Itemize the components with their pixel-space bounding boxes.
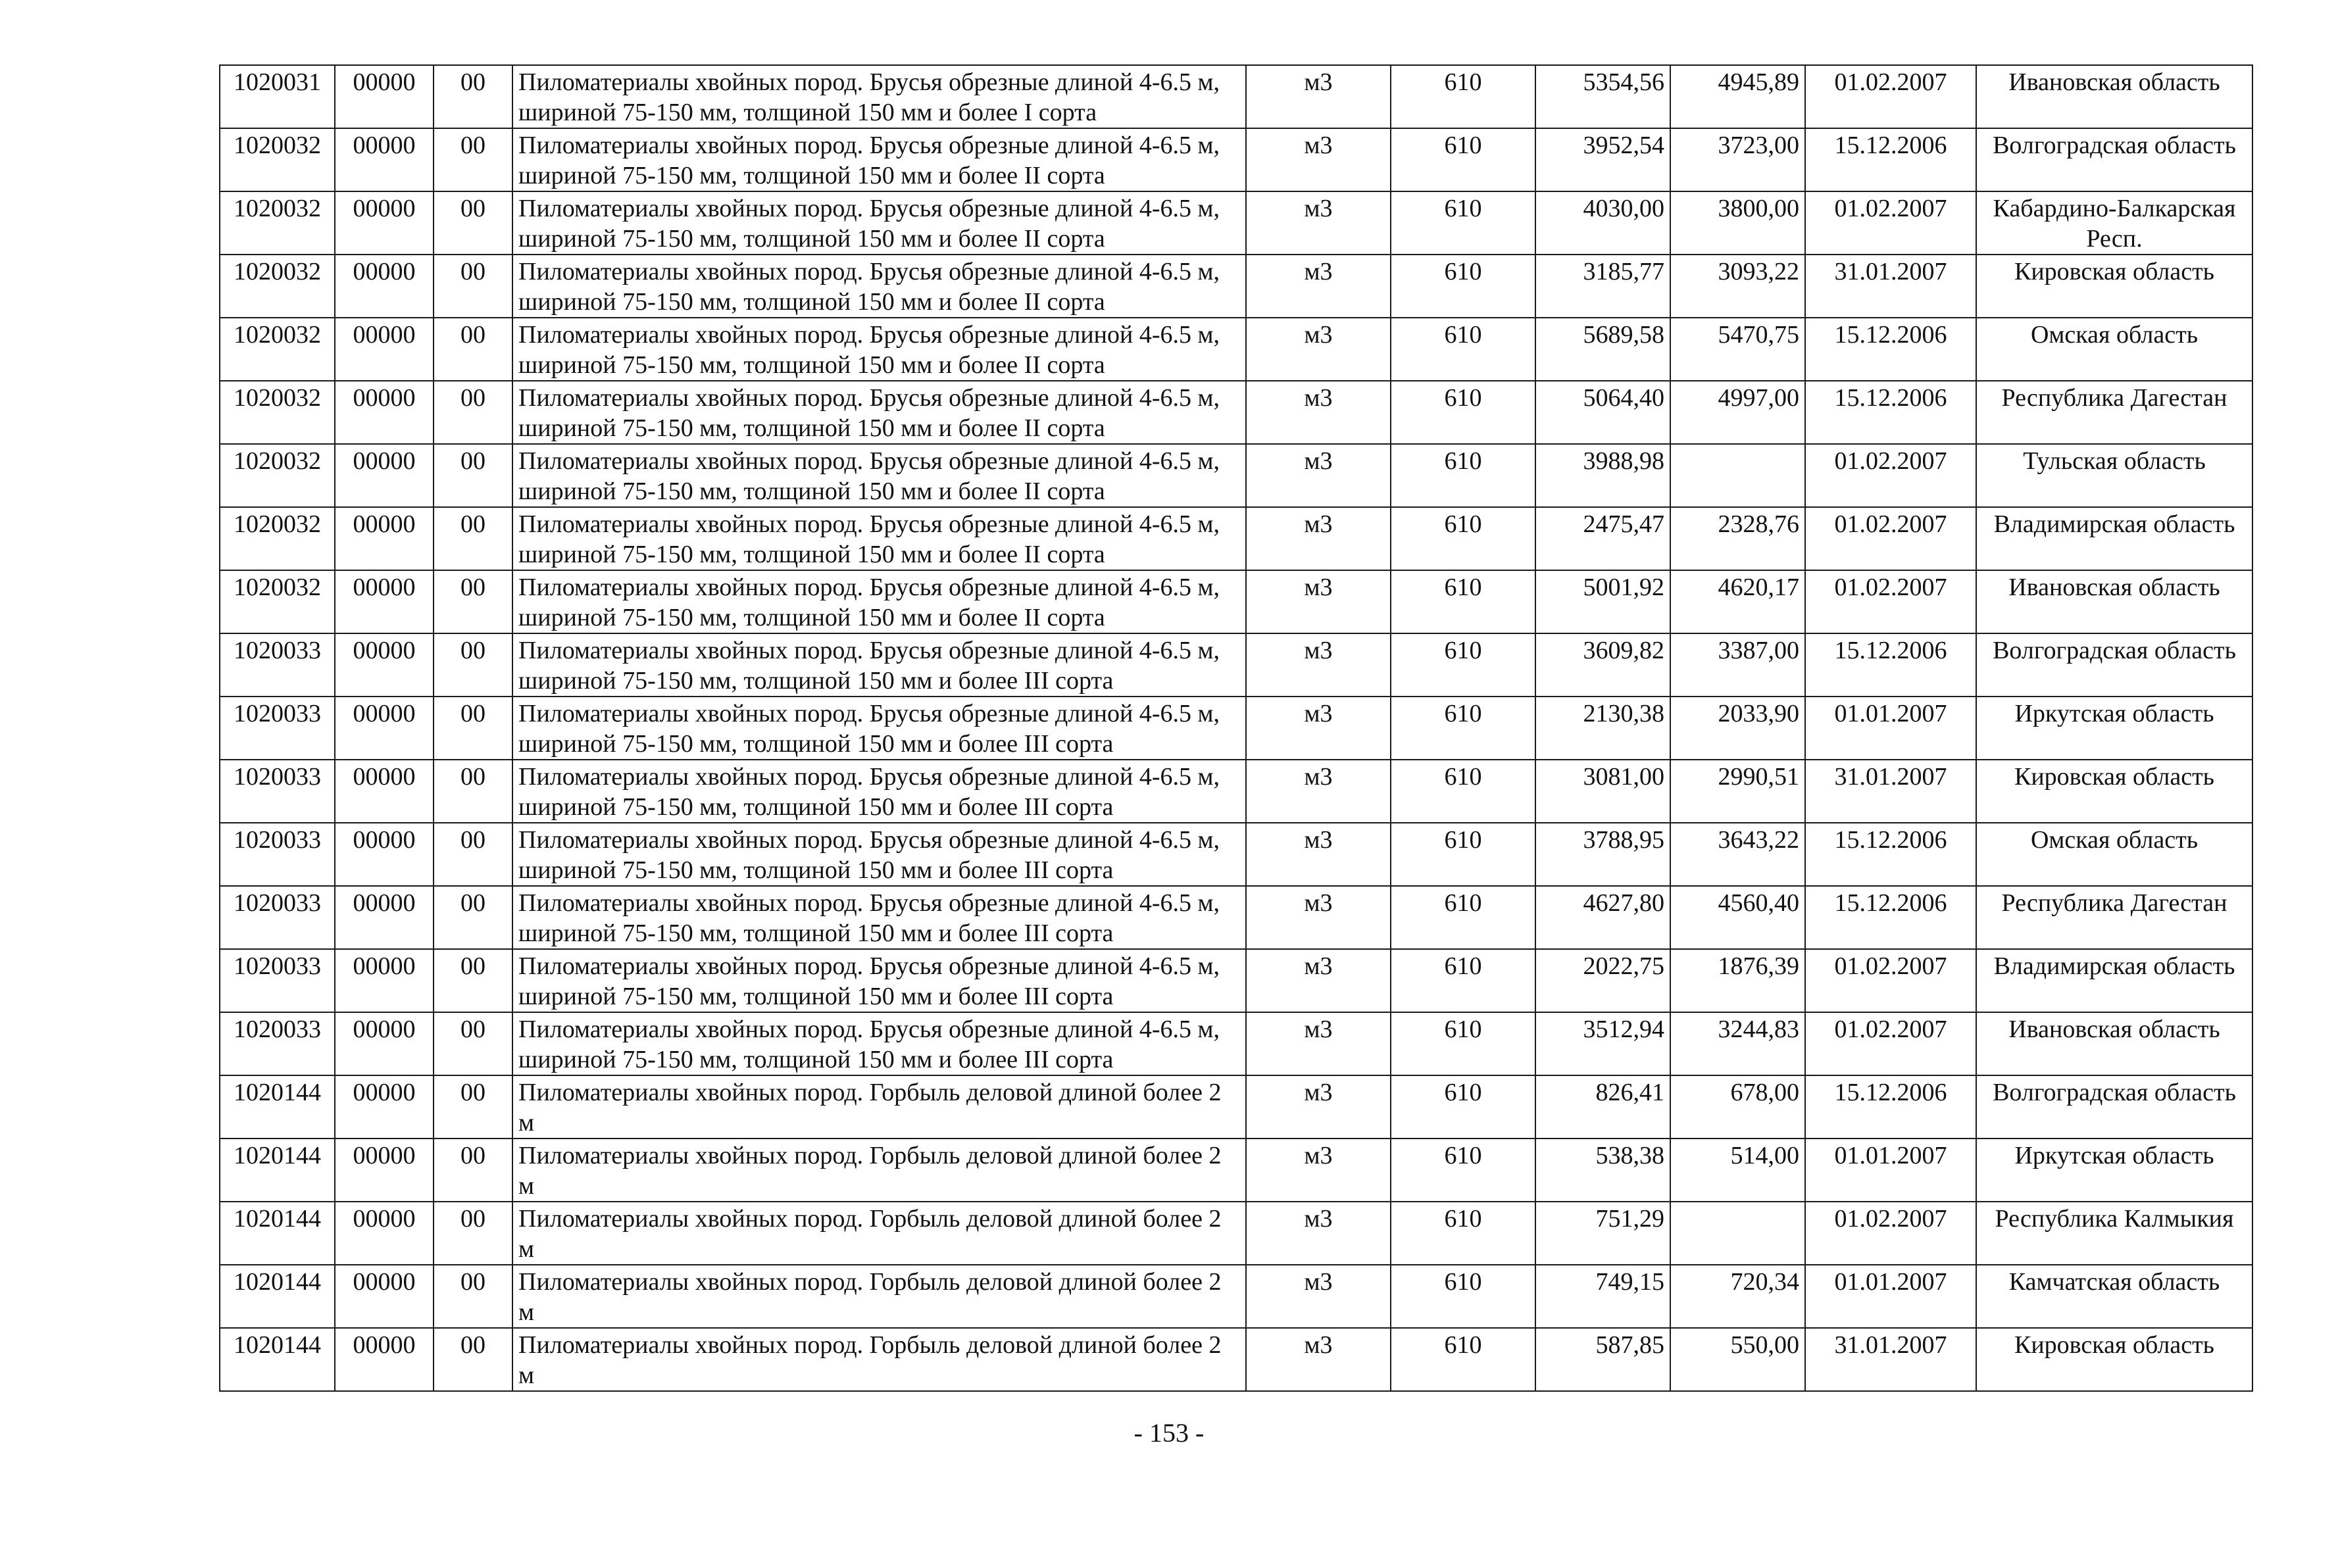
cell-price1: 5689,58 [1535, 318, 1670, 381]
table-row [220, 886, 2252, 949]
cell-code3: 00 [434, 1075, 512, 1139]
cell-code3: 00 [434, 381, 512, 444]
cell-unit: м3 [1246, 1265, 1391, 1328]
cell-price1: 5354,56 [1535, 65, 1670, 128]
cell-region: Республика Калмыкия [1976, 1202, 2252, 1265]
cell-desc: Пиломатериалы хвойных пород. Брусья обрезные длиной 4-6.5 м, шириной 75-150 мм, толщиной 150 мм и более II сорта [512, 191, 1246, 255]
cell-price2: 514,00 [1670, 1139, 1805, 1202]
cell-desc: Пиломатериалы хвойных пород. Брусья обрезные длиной 4-6.5 м, шириной 75-150 мм, толщиной 150 мм и более II сорта [512, 318, 1246, 381]
table-row [220, 507, 2252, 570]
page-number: - 153 - [1133, 1418, 1205, 1448]
cell-code1: 1020033 [220, 886, 335, 949]
cell-code2: 00000 [335, 1202, 434, 1265]
cell-unit: м3 [1246, 823, 1391, 886]
cell-okei: 610 [1391, 128, 1535, 191]
cell-price1: 3788,95 [1535, 823, 1670, 886]
cell-okei: 610 [1391, 255, 1535, 318]
cell-desc: Пиломатериалы хвойных пород. Брусья обрезные длиной 4-6.5 м, шириной 75-150 мм, толщиной 150 мм и более III сорта [512, 886, 1246, 949]
cell-region: Ивановская область [1976, 65, 2252, 128]
cell-code1: 1020033 [220, 1012, 335, 1075]
cell-price2: 3723,00 [1670, 128, 1805, 191]
cell-price1: 826,41 [1535, 1075, 1670, 1139]
cell-desc: Пиломатериалы хвойных пород. Горбыль деловой длиной более 2 м [512, 1265, 1246, 1328]
cell-unit: м3 [1246, 697, 1391, 760]
cell-code3: 00 [434, 128, 512, 191]
cell-region: Иркутская область [1976, 1139, 2252, 1202]
cell-okei: 610 [1391, 1202, 1535, 1265]
cell-region: Кировская область [1976, 255, 2252, 318]
cell-price2: 2033,90 [1670, 697, 1805, 760]
cell-okei: 610 [1391, 823, 1535, 886]
cell-region: Владимирская область [1976, 507, 2252, 570]
cell-desc: Пиломатериалы хвойных пород. Горбыль деловой длиной более 2 м [512, 1328, 1246, 1391]
table-row [220, 570, 2252, 633]
cell-date: 01.01.2007 [1805, 1139, 1976, 1202]
cell-code3: 00 [434, 507, 512, 570]
cell-date: 01.02.2007 [1805, 444, 1976, 507]
cell-code2: 00000 [335, 128, 434, 191]
cell-region: Омская область [1976, 823, 2252, 886]
cell-code3: 00 [434, 570, 512, 633]
cell-desc: Пиломатериалы хвойных пород. Брусья обрезные длиной 4-6.5 м, шириной 75-150 мм, толщиной 150 мм и более III сорта [512, 697, 1246, 760]
cell-code2: 00000 [335, 570, 434, 633]
cell-code3: 00 [434, 823, 512, 886]
cell-region: Волгоградская область [1976, 633, 2252, 697]
table-row [220, 1202, 2252, 1265]
table-row [220, 318, 2252, 381]
cell-unit: м3 [1246, 1328, 1391, 1391]
cell-code2: 00000 [335, 444, 434, 507]
cell-unit: м3 [1246, 65, 1391, 128]
table-row [220, 949, 2252, 1012]
table-row [220, 381, 2252, 444]
cell-region: Кировская область [1976, 760, 2252, 823]
cell-desc: Пиломатериалы хвойных пород. Брусья обрезные длиной 4-6.5 м, шириной 75-150 мм, толщиной 150 мм и более I сорта [512, 65, 1246, 128]
cell-price1: 3952,54 [1535, 128, 1670, 191]
cell-code1: 1020033 [220, 760, 335, 823]
cell-price1: 3988,98 [1535, 444, 1670, 507]
cell-region: Волгоградская область [1976, 128, 2252, 191]
cell-desc: Пиломатериалы хвойных пород. Брусья обрезные длиной 4-6.5 м, шириной 75-150 мм, толщиной 150 мм и более II сорта [512, 444, 1246, 507]
cell-unit: м3 [1246, 128, 1391, 191]
cell-date: 31.01.2007 [1805, 1328, 1976, 1391]
cell-price1: 3609,82 [1535, 633, 1670, 697]
cell-price1: 3185,77 [1535, 255, 1670, 318]
table-body [220, 65, 2252, 1391]
cell-price1: 5001,92 [1535, 570, 1670, 633]
cell-code1: 1020031 [220, 65, 335, 128]
cell-code1: 1020144 [220, 1202, 335, 1265]
cell-code2: 00000 [335, 1139, 434, 1202]
cell-code3: 00 [434, 886, 512, 949]
table-row [220, 633, 2252, 697]
cell-unit: м3 [1246, 1012, 1391, 1075]
cell-date: 01.02.2007 [1805, 949, 1976, 1012]
cell-unit: м3 [1246, 1075, 1391, 1139]
cell-region: Ивановская область [1976, 1012, 2252, 1075]
cell-code1: 1020032 [220, 128, 335, 191]
cell-code3: 00 [434, 697, 512, 760]
table-row [220, 823, 2252, 886]
cell-region: Тульская область [1976, 444, 2252, 507]
cell-region: Иркутская область [1976, 697, 2252, 760]
cell-price2: 3093,22 [1670, 255, 1805, 318]
table-row [220, 1075, 2252, 1139]
cell-price2: 720,34 [1670, 1265, 1805, 1328]
cell-code3: 00 [434, 760, 512, 823]
cell-okei: 610 [1391, 1075, 1535, 1139]
cell-desc: Пиломатериалы хвойных пород. Брусья обрезные длиной 4-6.5 м, шириной 75-150 мм, толщиной 150 мм и более II сорта [512, 507, 1246, 570]
cell-price2: 4945,89 [1670, 65, 1805, 128]
cell-date: 15.12.2006 [1805, 1075, 1976, 1139]
cell-date: 31.01.2007 [1805, 255, 1976, 318]
cell-date: 15.12.2006 [1805, 128, 1976, 191]
cell-price2: 3387,00 [1670, 633, 1805, 697]
cell-okei: 610 [1391, 318, 1535, 381]
cell-price2: 1876,39 [1670, 949, 1805, 1012]
table-row [220, 697, 2252, 760]
cell-code2: 00000 [335, 633, 434, 697]
cell-code2: 00000 [335, 255, 434, 318]
cell-okei: 610 [1391, 633, 1535, 697]
table-row [220, 444, 2252, 507]
table-row [220, 1328, 2252, 1391]
cell-region: Республика Дагестан [1976, 381, 2252, 444]
cell-desc: Пиломатериалы хвойных пород. Брусья обрезные длиной 4-6.5 м, шириной 75-150 мм, толщиной 150 мм и более II сорта [512, 381, 1246, 444]
cell-code1: 1020144 [220, 1328, 335, 1391]
cell-region: Кабардино-Балкарская Респ. [1976, 191, 2252, 255]
cell-code1: 1020032 [220, 570, 335, 633]
cell-code2: 00000 [335, 507, 434, 570]
cell-okei: 610 [1391, 381, 1535, 444]
cell-code3: 00 [434, 1202, 512, 1265]
cell-code3: 00 [434, 444, 512, 507]
cell-price1: 4030,00 [1535, 191, 1670, 255]
cell-region: Волгоградская область [1976, 1075, 2252, 1139]
cell-okei: 610 [1391, 1139, 1535, 1202]
cell-unit: м3 [1246, 570, 1391, 633]
cell-code3: 00 [434, 191, 512, 255]
cell-code1: 1020033 [220, 633, 335, 697]
cell-code2: 00000 [335, 949, 434, 1012]
cell-date: 01.02.2007 [1805, 191, 1976, 255]
cell-date: 01.01.2007 [1805, 1265, 1976, 1328]
cell-code1: 1020033 [220, 697, 335, 760]
cell-region: Кировская область [1976, 1328, 2252, 1391]
cell-price1: 751,29 [1535, 1202, 1670, 1265]
cell-code3: 00 [434, 1328, 512, 1391]
cell-price1: 2022,75 [1535, 949, 1670, 1012]
cell-date: 01.02.2007 [1805, 1202, 1976, 1265]
cell-unit: м3 [1246, 318, 1391, 381]
cell-code1: 1020032 [220, 507, 335, 570]
cell-code3: 00 [434, 65, 512, 128]
cell-price1: 749,15 [1535, 1265, 1670, 1328]
cell-code1: 1020032 [220, 381, 335, 444]
cell-price2: 4997,00 [1670, 381, 1805, 444]
cell-code1: 1020144 [220, 1075, 335, 1139]
cell-price1: 587,85 [1535, 1328, 1670, 1391]
cell-code1: 1020032 [220, 255, 335, 318]
cell-date: 31.01.2007 [1805, 760, 1976, 823]
cell-price2: 678,00 [1670, 1075, 1805, 1139]
cell-code3: 00 [434, 1139, 512, 1202]
cell-region: Владимирская область [1976, 949, 2252, 1012]
cell-code2: 00000 [335, 1012, 434, 1075]
cell-okei: 610 [1391, 570, 1535, 633]
cell-date: 01.02.2007 [1805, 570, 1976, 633]
cell-date: 01.02.2007 [1805, 507, 1976, 570]
cell-code2: 00000 [335, 886, 434, 949]
cell-desc: Пиломатериалы хвойных пород. Горбыль деловой длиной более 2 м [512, 1202, 1246, 1265]
cell-code1: 1020032 [220, 191, 335, 255]
cell-desc: Пиломатериалы хвойных пород. Брусья обрезные длиной 4-6.5 м, шириной 75-150 мм, толщиной 150 мм и более II сорта [512, 570, 1246, 633]
cell-unit: м3 [1246, 949, 1391, 1012]
table-row [220, 191, 2252, 255]
cell-unit: м3 [1246, 886, 1391, 949]
cell-price2: 4620,17 [1670, 570, 1805, 633]
cell-okei: 610 [1391, 191, 1535, 255]
cell-desc: Пиломатериалы хвойных пород. Брусья обрезные длиной 4-6.5 м, шириной 75-150 мм, толщиной 150 мм и более III сорта [512, 949, 1246, 1012]
cell-code2: 00000 [335, 1328, 434, 1391]
table-row [220, 65, 2252, 128]
cell-price1: 538,38 [1535, 1139, 1670, 1202]
cell-unit: м3 [1246, 381, 1391, 444]
cell-date: 15.12.2006 [1805, 886, 1976, 949]
cell-price1: 5064,40 [1535, 381, 1670, 444]
cell-unit: м3 [1246, 1139, 1391, 1202]
cell-code3: 00 [434, 1265, 512, 1328]
cell-code3: 00 [434, 949, 512, 1012]
cell-okei: 610 [1391, 444, 1535, 507]
table-row [220, 1265, 2252, 1328]
cell-desc: Пиломатериалы хвойных пород. Горбыль деловой длиной более 2 м [512, 1075, 1246, 1139]
cell-region: Республика Дагестан [1976, 886, 2252, 949]
cell-code1: 1020032 [220, 318, 335, 381]
table-row [220, 1012, 2252, 1075]
cell-code1: 1020033 [220, 823, 335, 886]
cell-date: 01.02.2007 [1805, 1012, 1976, 1075]
cell-code1: 1020144 [220, 1265, 335, 1328]
cell-unit: м3 [1246, 1202, 1391, 1265]
table-row [220, 760, 2252, 823]
cell-desc: Пиломатериалы хвойных пород. Горбыль деловой длиной более 2 м [512, 1139, 1246, 1202]
cell-code2: 00000 [335, 760, 434, 823]
cell-price1: 2475,47 [1535, 507, 1670, 570]
cell-price1: 2130,38 [1535, 697, 1670, 760]
cell-price2 [1670, 444, 1805, 507]
table-row [220, 1139, 2252, 1202]
cell-unit: м3 [1246, 633, 1391, 697]
cell-price2: 2990,51 [1670, 760, 1805, 823]
cell-date: 15.12.2006 [1805, 381, 1976, 444]
cell-code2: 00000 [335, 381, 434, 444]
cell-desc: Пиломатериалы хвойных пород. Брусья обрезные длиной 4-6.5 м, шириной 75-150 мм, толщиной 150 мм и более II сорта [512, 128, 1246, 191]
table-row [220, 255, 2252, 318]
cell-okei: 610 [1391, 697, 1535, 760]
cell-date: 15.12.2006 [1805, 633, 1976, 697]
cell-price2: 4560,40 [1670, 886, 1805, 949]
cell-desc: Пиломатериалы хвойных пород. Брусья обрезные длиной 4-6.5 м, шириной 75-150 мм, толщиной 150 мм и более III сорта [512, 1012, 1246, 1075]
cell-code1: 1020032 [220, 444, 335, 507]
cell-okei: 610 [1391, 507, 1535, 570]
cell-unit: м3 [1246, 444, 1391, 507]
cell-desc: Пиломатериалы хвойных пород. Брусья обрезные длиной 4-6.5 м, шириной 75-150 мм, толщиной 150 мм и более II сорта [512, 255, 1246, 318]
cell-unit: м3 [1246, 255, 1391, 318]
cell-unit: м3 [1246, 760, 1391, 823]
cell-unit: м3 [1246, 507, 1391, 570]
cell-price1: 3512,94 [1535, 1012, 1670, 1075]
cell-code2: 00000 [335, 823, 434, 886]
cell-region: Омская область [1976, 318, 2252, 381]
cell-code2: 00000 [335, 1265, 434, 1328]
cell-okei: 610 [1391, 1265, 1535, 1328]
cell-price2: 550,00 [1670, 1328, 1805, 1391]
cell-date: 15.12.2006 [1805, 823, 1976, 886]
cell-okei: 610 [1391, 886, 1535, 949]
cell-price1: 3081,00 [1535, 760, 1670, 823]
cell-region: Ивановская область [1976, 570, 2252, 633]
cell-price2: 3643,22 [1670, 823, 1805, 886]
cell-code2: 00000 [335, 318, 434, 381]
cell-desc: Пиломатериалы хвойных пород. Брусья обрезные длиной 4-6.5 м, шириной 75-150 мм, толщиной 150 мм и более III сорта [512, 760, 1246, 823]
cell-date: 01.02.2007 [1805, 65, 1976, 128]
cell-price2: 2328,76 [1670, 507, 1805, 570]
cell-code3: 00 [434, 1012, 512, 1075]
cell-okei: 610 [1391, 1012, 1535, 1075]
cell-price2 [1670, 1202, 1805, 1265]
cell-okei: 610 [1391, 949, 1535, 1012]
cell-code1: 1020144 [220, 1139, 335, 1202]
cell-date: 01.01.2007 [1805, 697, 1976, 760]
price-table [219, 64, 2253, 1392]
cell-price2: 3800,00 [1670, 191, 1805, 255]
cell-desc: Пиломатериалы хвойных пород. Брусья обрезные длиной 4-6.5 м, шириной 75-150 мм, толщиной 150 мм и более III сорта [512, 823, 1246, 886]
cell-code2: 00000 [335, 65, 434, 128]
cell-code2: 00000 [335, 1075, 434, 1139]
cell-code3: 00 [434, 255, 512, 318]
cell-code2: 00000 [335, 191, 434, 255]
cell-region: Камчатская область [1976, 1265, 2252, 1328]
cell-code1: 1020033 [220, 949, 335, 1012]
cell-okei: 610 [1391, 760, 1535, 823]
cell-okei: 610 [1391, 65, 1535, 128]
cell-price2: 3244,83 [1670, 1012, 1805, 1075]
cell-unit: м3 [1246, 191, 1391, 255]
cell-price1: 4627,80 [1535, 886, 1670, 949]
cell-code3: 00 [434, 318, 512, 381]
cell-okei: 610 [1391, 1328, 1535, 1391]
cell-desc: Пиломатериалы хвойных пород. Брусья обрезные длиной 4-6.5 м, шириной 75-150 мм, толщиной 150 мм и более III сорта [512, 633, 1246, 697]
cell-price2: 5470,75 [1670, 318, 1805, 381]
table-row [220, 128, 2252, 191]
cell-code2: 00000 [335, 697, 434, 760]
cell-code3: 00 [434, 633, 512, 697]
cell-date: 15.12.2006 [1805, 318, 1976, 381]
